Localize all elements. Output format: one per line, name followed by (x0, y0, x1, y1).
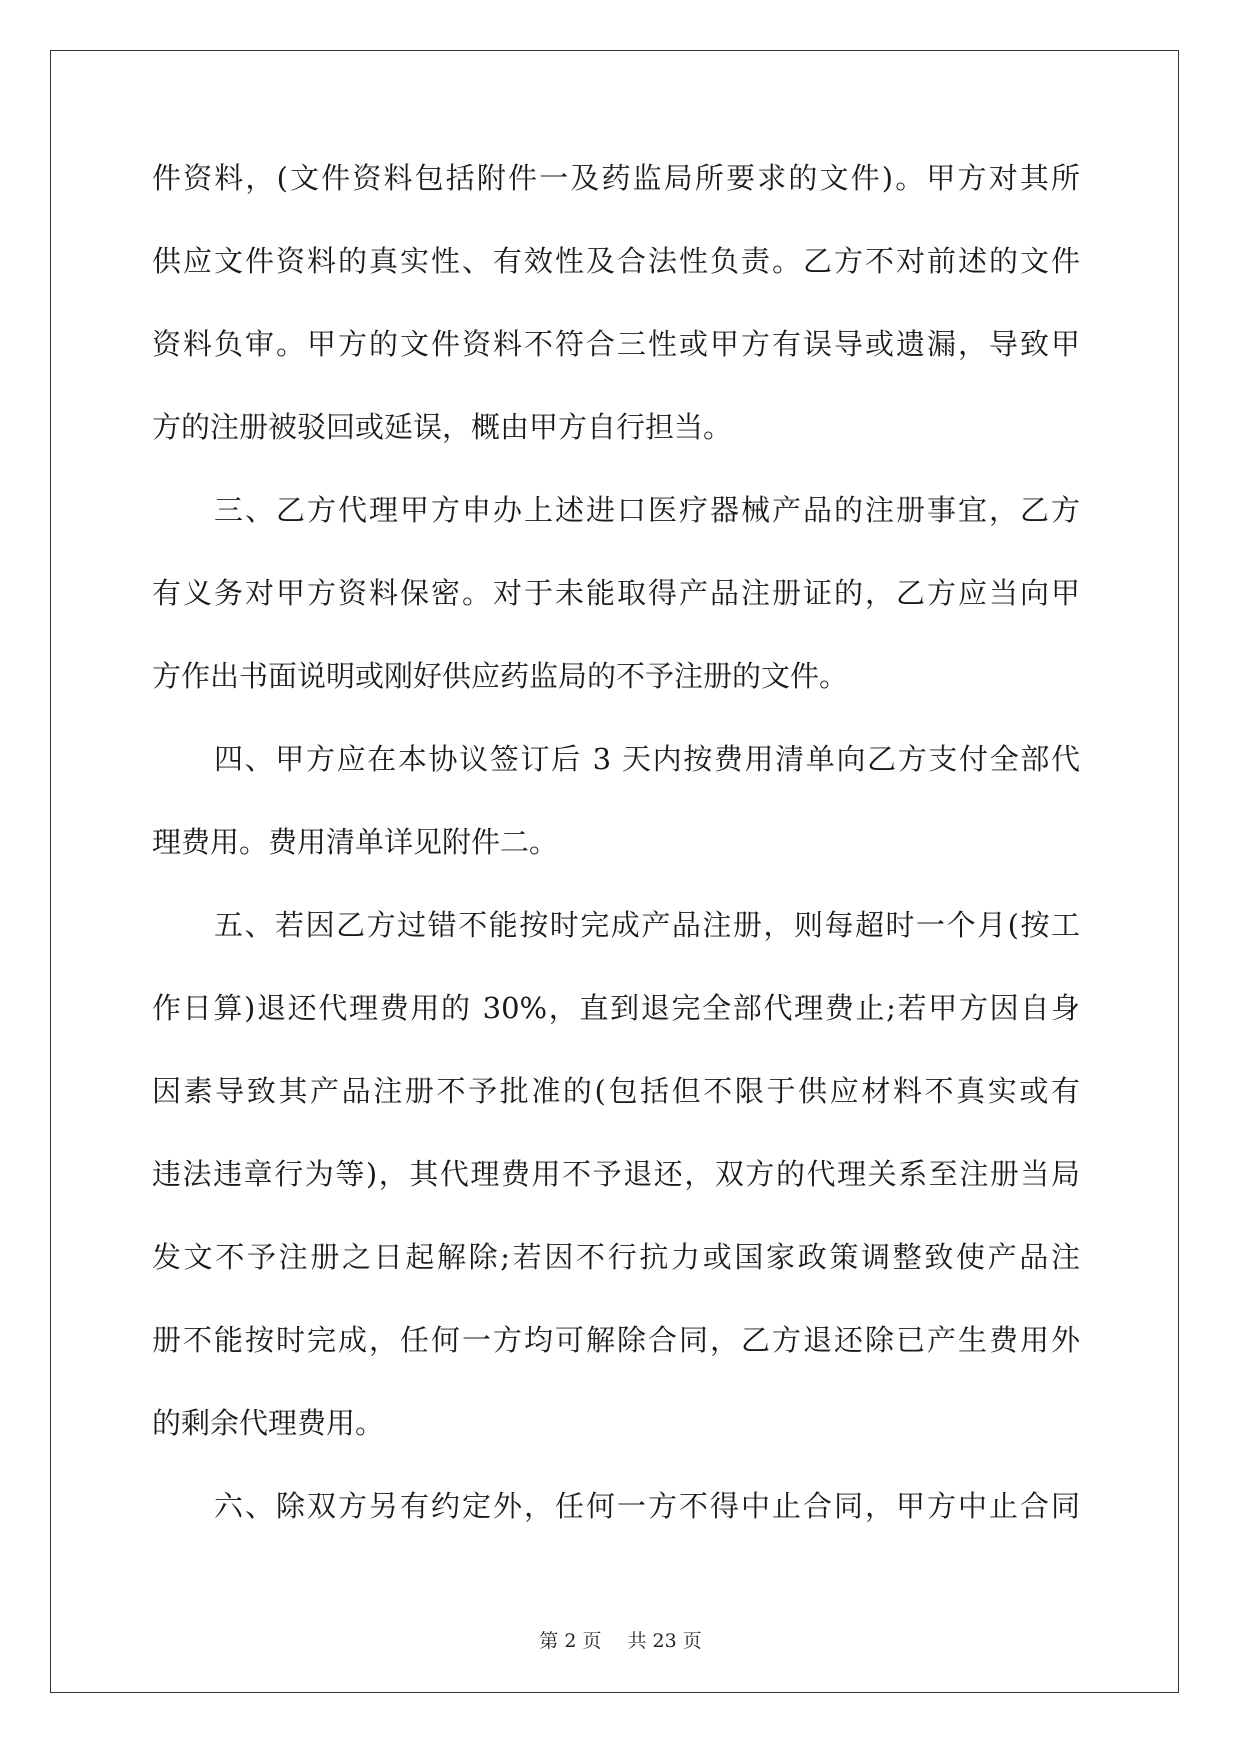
text-line: 违法违章行为等)，其代理费用不予退还，双方的代理关系至注册当局 (152, 1157, 1080, 1191)
paragraph (152, 741, 1080, 907)
page-number: 第 2 页 (539, 1630, 602, 1652)
text-line: 有义务对甲方资料保密。对于未能取得产品注册证的，乙方应当向甲 (152, 576, 1080, 610)
text-line: 四、甲方应在本协议签订后 3 天内按费用清单向乙方支付全部代 (214, 742, 1080, 776)
text-line: 资料负审。甲方的文件资料不符合三性或甲方有误导或遗漏，导致甲 (152, 327, 1080, 361)
text-line: 件资料，(文件资料包括附件一及药监局所要求的文件)。甲方对其所 (152, 161, 1080, 195)
paragraph (152, 1488, 1080, 1571)
text-line: 发文不予注册之日起解除;若因不行抗力或国家政策调整致使产品注 (152, 1240, 1080, 1274)
paragraph (152, 492, 1080, 741)
text-line: 三、乙方代理甲方申办上述进口医疗器械产品的注册事宜，乙方 (214, 493, 1080, 527)
text-line: 的剩余代理费用。 (152, 1406, 385, 1440)
text-line: 五、若因乙方过错不能按时完成产品注册，则每超时一个月(按工 (214, 908, 1080, 942)
document-body (152, 160, 1080, 1571)
page-footer (0, 1626, 1241, 1653)
text-line: 六、除双方另有约定外，任何一方不得中止合同，甲方中止合同 (214, 1489, 1080, 1523)
text-line: 作日算)退还代理费用的 30%，直到退完全部代理费止;若甲方因自身 (152, 991, 1080, 1025)
paragraph (152, 907, 1080, 1488)
text-line: 方作出书面说明或刚好供应药监局的不予注册的文件。 (152, 659, 849, 693)
page-total: 共 23 页 (627, 1630, 702, 1652)
text-line: 册不能按时完成，任何一方均可解除合同，乙方退还除已产生费用外 (152, 1323, 1080, 1357)
text-line: 方的注册被驳回或延误，概由甲方自行担当。 (152, 410, 733, 444)
text-line: 理费用。费用清单详见附件二。 (152, 825, 559, 859)
text-line: 因素导致其产品注册不予批准的(包括但不限于供应材料不真实或有 (152, 1074, 1080, 1108)
paragraph (152, 160, 1080, 492)
text-line: 供应文件资料的真实性、有效性及合法性负责。乙方不对前述的文件 (152, 244, 1080, 278)
